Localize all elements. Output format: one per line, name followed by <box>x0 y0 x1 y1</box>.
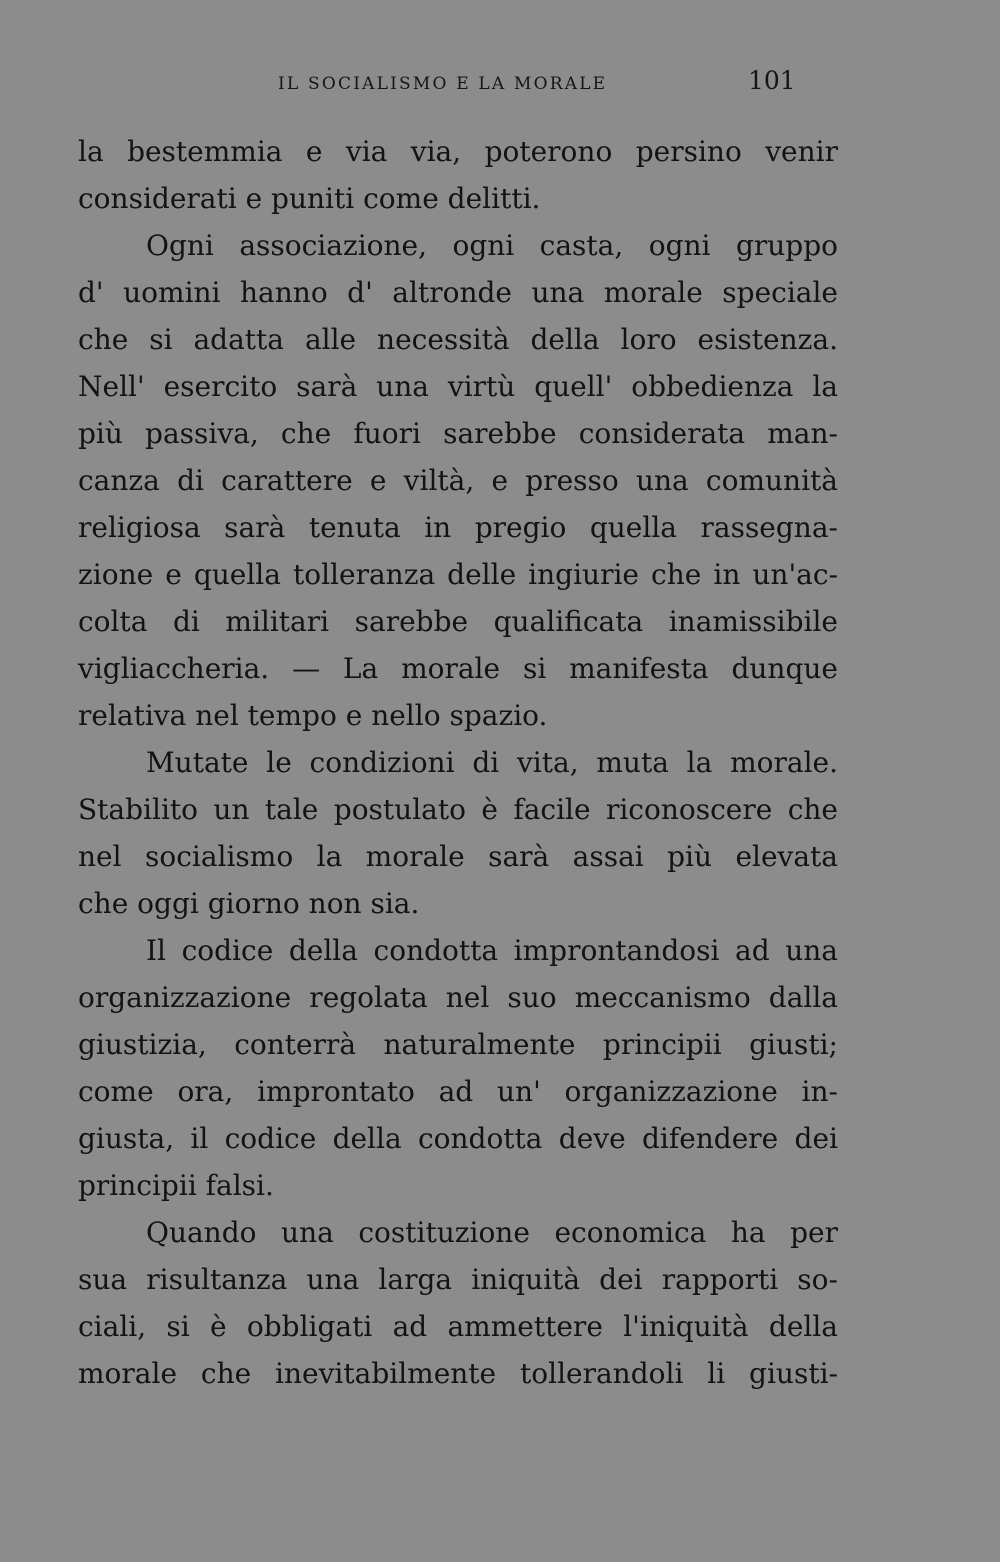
text-line: zione e quella tolleranza delle ingiurie che in un'ac- <box>78 558 838 591</box>
text-line: morale che inevitabilmente tollerandoli li giusti- <box>78 1357 838 1390</box>
text-line: che oggi giorno non sia. <box>78 887 420 920</box>
running-head <box>0 66 1000 100</box>
text-line: che si adatta alle necessità della loro esistenza. <box>78 323 838 356</box>
text-line: relativa nel tempo e nello spazio. <box>78 699 548 732</box>
text-line: giusta, il codice della condotta deve difendere dei <box>78 1122 838 1155</box>
text-line: vigliaccheria. — La morale si manifesta dunque <box>78 652 838 685</box>
text-line: ciali, si è obbligati ad ammettere l'iniquità della <box>78 1310 838 1343</box>
text-line: Ogni associazione, ogni casta, ogni gruppo <box>146 229 838 262</box>
text-line: come ora, improntato ad un' organizzazione in- <box>78 1075 838 1108</box>
text-line: Nell' esercito sarà una virtù quell' obbedienza la <box>78 370 838 403</box>
text-line: nel socialismo la morale sarà assai più elevata <box>78 840 838 873</box>
page-number: 101 <box>748 66 796 95</box>
text-line: Mutate le condizioni di vita, muta la morale. <box>146 746 838 779</box>
text-line: religiosa sarà tenuta in pregio quella rassegna- <box>78 511 838 544</box>
text-line: Quando una costituzione economica ha per <box>146 1216 838 1249</box>
text-line: considerati e puniti come delitti. <box>78 182 541 215</box>
text-line: principii falsi. <box>78 1169 274 1202</box>
text-line: canza di carattere e viltà, e presso una comunità <box>78 464 838 497</box>
text-line: Il codice della condotta improntandosi ad una <box>146 934 838 967</box>
text-line: colta di militari sarebbe qualificata inamissibile <box>78 605 838 638</box>
text-line: organizzazione regolata nel suo meccanismo dalla <box>78 981 838 1014</box>
text-line: d' uomini hanno d' altronde una morale speciale <box>78 276 838 309</box>
text-line: giustizia, conterrà naturalmente principii giusti; <box>78 1028 838 1061</box>
text-line: più passiva, che fuori sarebbe considerata man- <box>78 417 838 450</box>
text-line: la bestemmia e via via, poterono persino venir <box>78 135 838 168</box>
body-text <box>78 128 838 1397</box>
text-line: sua risultanza una larga iniquità dei rapporti so- <box>78 1263 838 1296</box>
text-line: Stabilito un tale postulato è facile riconoscere che <box>78 793 838 826</box>
running-title: IL SOCIALISMO E LA MORALE <box>278 74 608 94</box>
